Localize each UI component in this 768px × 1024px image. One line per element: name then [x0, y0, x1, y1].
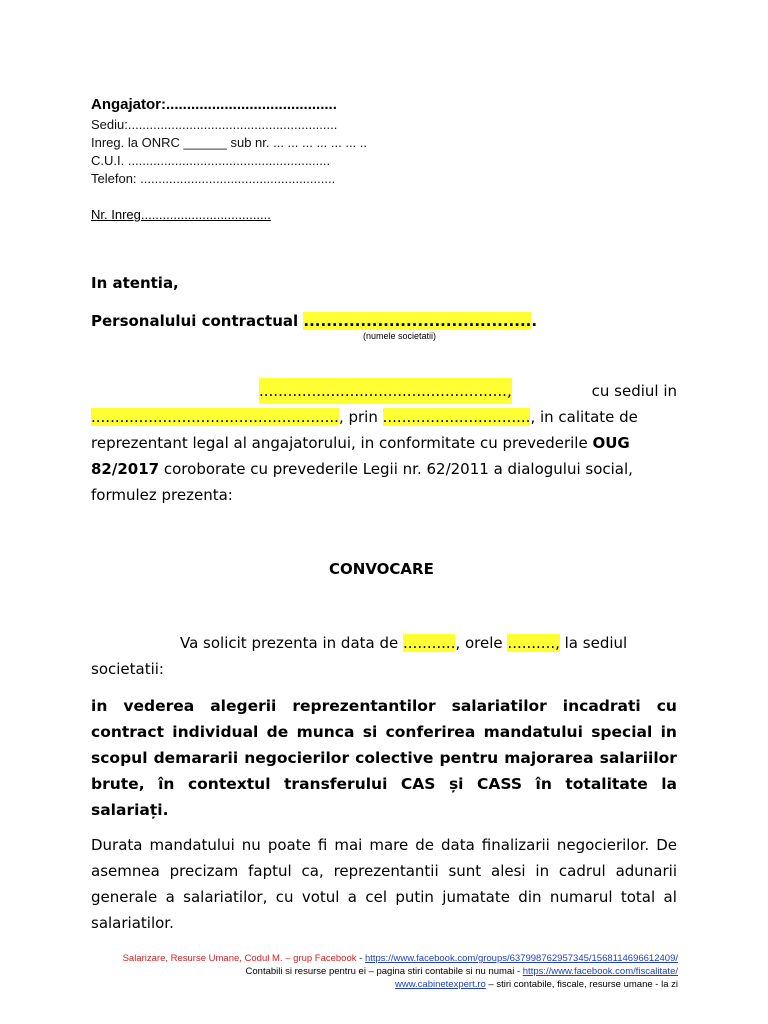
word: a: [347, 888, 357, 906]
word: salariatilor,: [183, 888, 268, 906]
purpose-line-4: [91, 771, 677, 797]
company-text: societatii:: [91, 660, 164, 678]
word: contract: [91, 723, 164, 741]
employer-cui: C.U.I. ........................................................: [91, 153, 331, 168]
word: ca,: [301, 862, 324, 880]
duration-last-word: salariatilor.: [91, 914, 174, 932]
word: majorarea: [504, 749, 594, 767]
word: precizam: [169, 862, 239, 880]
personnel-line: [91, 312, 537, 330]
purpose-paragraph: [91, 693, 677, 823]
employer-registration: Inreg. la ONRC ______ sub nr. ... ... ... ... ... ... ..: [91, 135, 368, 150]
registration-number: Nr. Inreg....................................: [91, 207, 271, 222]
word: asemnea: [91, 862, 160, 880]
personnel-label: Personalului contractual: [91, 312, 304, 330]
company-blank: ........................................: [303, 312, 532, 330]
duration-line-3: [91, 884, 677, 910]
word: mare: [369, 836, 409, 854]
word: salariilor: [599, 749, 677, 767]
word: la: [661, 775, 677, 793]
intro-line-2: [91, 404, 677, 430]
employer-phone: Telefon: ......................................................: [91, 171, 336, 186]
word: si: [362, 723, 378, 741]
request-paragraph: [91, 630, 677, 682]
employer-label: Angajator:.........................................: [91, 96, 337, 113]
word: special: [591, 723, 653, 741]
employer-seat: Sediu:..........................................................: [91, 117, 338, 132]
personnel-dot: .: [531, 312, 538, 330]
oug-label: OUG: [592, 434, 630, 452]
word: al: [663, 888, 677, 906]
company-name-note: (numele societatii): [363, 331, 437, 341]
word: nu: [241, 836, 261, 854]
word: de: [266, 723, 289, 741]
word: in: [91, 697, 108, 715]
duration-line-4: [91, 910, 677, 936]
word: demararii: [153, 749, 239, 767]
facebook-group-text: Salarizare, Resurse Umane, Codul M. – grup Facebook: [122, 953, 357, 964]
word: De: [656, 836, 677, 854]
capacity-text: , in calitate de: [530, 408, 638, 426]
intro-line-5: [91, 482, 677, 508]
footer-line-3: [395, 979, 678, 991]
word: in: [660, 723, 677, 741]
hour-blank: ..........,: [507, 634, 560, 652]
request-text-a: Va solicit prezenta in data de: [180, 634, 404, 652]
word: data: [440, 836, 475, 854]
footer-line-2: [246, 966, 678, 978]
word: negocierilor: [244, 749, 350, 767]
duration-paragraph: [91, 832, 677, 936]
word: total: [620, 888, 656, 906]
facebook-page-text: Contabili si resurse pentru ei – pagina stiri contabile si nu numai -: [245, 966, 523, 977]
word: pentru: [439, 749, 499, 767]
duration-line-1: [91, 832, 677, 858]
word: alesi: [491, 862, 526, 880]
word: salariatilor: [451, 697, 547, 715]
purpose-line-5: [91, 797, 677, 823]
word: brute,: [91, 775, 145, 793]
word: cu: [656, 697, 677, 715]
seat-blank: ....................................................: [91, 408, 339, 426]
word: faptul: [248, 862, 292, 880]
word: și: [448, 775, 464, 793]
word: a: [165, 888, 175, 906]
seat-text: cu sediul in: [591, 382, 677, 400]
word: in: [535, 862, 550, 880]
word: mai: [334, 836, 363, 854]
request-line-2: [91, 656, 677, 682]
word: individual: [172, 723, 259, 741]
oug-number: 82/2017: [91, 460, 160, 478]
word: CAS: [400, 775, 436, 793]
word: sunt: [448, 862, 482, 880]
word: adunarii: [615, 862, 677, 880]
word: cu: [275, 888, 294, 906]
word: reprezentantii: [333, 862, 439, 880]
intro-line-3: [91, 430, 677, 456]
word: munca: [296, 723, 355, 741]
word: Durata: [91, 836, 143, 854]
intro-paragraph: [91, 378, 677, 508]
purpose-line-1: [91, 693, 677, 719]
word: în: [535, 775, 552, 793]
word: colective: [355, 749, 434, 767]
word: putin: [395, 888, 434, 906]
attention-line: In atentia,: [91, 274, 179, 292]
word: CASS: [476, 775, 522, 793]
word: incadrati: [562, 697, 641, 715]
request-text-b: , orele: [455, 634, 508, 652]
word: vederea: [123, 697, 195, 715]
word: de: [415, 836, 434, 854]
footer-separator: -: [356, 953, 365, 964]
legal-rep-text: reprezentant legal al angajatorului, in conformitate cu prevederile: [91, 434, 593, 452]
word: totalitate: [565, 775, 648, 793]
law-text: coroborate cu prevederile Legii nr. 62/2011 a dialogului social,: [159, 460, 633, 478]
word: negocierilor.: [556, 836, 650, 854]
facebook-page-link[interactable]: https://www.facebook.com/fiscalitate/: [522, 966, 678, 977]
purpose-line-3: [91, 745, 677, 771]
word: contextul: [187, 775, 271, 793]
word: mandatului: [149, 836, 235, 854]
intro-line-4: [91, 456, 677, 482]
word: generale: [91, 888, 158, 906]
word: finalizarii: [481, 836, 550, 854]
website-link[interactable]: www.cabinetexpert.ro: [394, 979, 486, 990]
footer-line-1: [123, 953, 678, 965]
request-text-c: la sediul: [559, 634, 628, 652]
word: scopul: [91, 749, 148, 767]
word: reprezentantilor: [292, 697, 436, 715]
word: alegerii: [210, 697, 277, 715]
word: în: [158, 775, 175, 793]
website-text: – stiri contabile, fiscale, resurse umane - la zi: [485, 979, 678, 990]
request-line-1: [91, 630, 677, 656]
word: jumatate: [442, 888, 510, 906]
word: cadrul: [558, 862, 606, 880]
purpose-line-2: [91, 719, 677, 745]
document-title: CONVOCARE: [329, 560, 434, 578]
formulate-text: formulez prezenta:: [91, 486, 233, 504]
word: din: [518, 888, 542, 906]
word: numarul: [549, 888, 613, 906]
word: conferirea: [385, 723, 476, 741]
date-blank: ...........: [403, 634, 456, 652]
word: fi: [317, 836, 328, 854]
word: transferului: [284, 775, 388, 793]
facebook-group-link[interactable]: https://www.facebook.com/groups/637998762957345/1568114696612409/: [364, 953, 678, 964]
intro-line-1: [91, 378, 677, 404]
company-name-blank: ....................................................,: [259, 378, 512, 404]
word: mandatului: [483, 723, 583, 741]
purpose-last-word: salariați.: [91, 801, 169, 819]
representative-blank: ...............................: [382, 408, 531, 426]
duration-line-2: [91, 858, 677, 884]
word: votul: [301, 888, 340, 906]
word: cel: [365, 888, 387, 906]
prin-text: , prin: [338, 408, 383, 426]
word: poate: [267, 836, 311, 854]
